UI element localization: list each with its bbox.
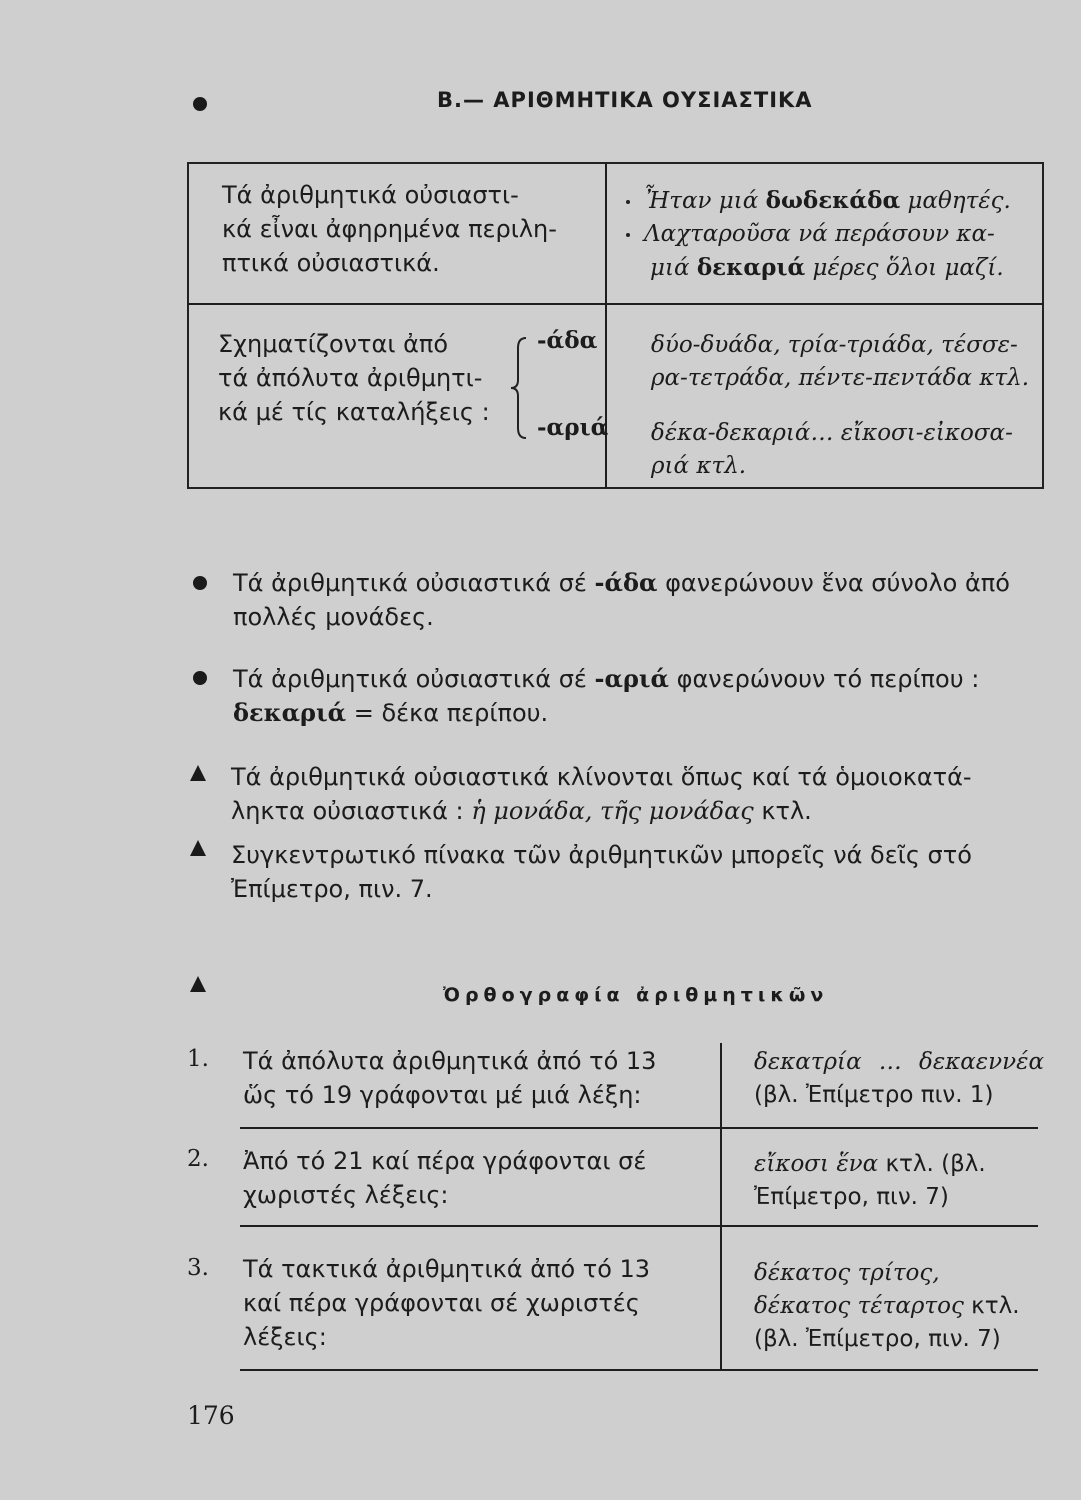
triangle-icon xyxy=(190,840,206,856)
triangle-icon xyxy=(190,976,206,992)
section-title: B.— ΑΡΙΘΜΗΤΙΚΑ ΟΥΣΙΑΣΤΙΚΑ xyxy=(437,88,813,112)
orthography-heading: Ὀρθογραφία ἀριθμητικῶν xyxy=(443,984,829,1006)
ortho-example: δεκατρία … δεκαεννέα (βλ. Ἐπίμετρο πιν. 1) xyxy=(754,1049,1044,1108)
ortho-example: δέκατος τρίτος, δέκατος τέταρτος κτλ. (βλ. Ἐπίμετρο, πιν. 7) xyxy=(754,1260,1020,1352)
note-summary-table: Συγκεντρωτικό πίνακα τῶν ἀριθμητικῶν μπορεῖς νά δεῖς στό Ἐπίμετρο, πιν. 7. xyxy=(231,841,972,903)
ortho-row-rule xyxy=(240,1369,1038,1371)
brace-icon xyxy=(506,336,530,440)
note-ada: Τά ἀριθμητικά οὐσιαστικά σέ -άδα φανερώνουν ἕνα σύνολο ἀπό πολλές μονάδες. xyxy=(233,568,1010,631)
ortho-column-divider xyxy=(720,1043,722,1371)
formation-examples: δύο-δυάδα, τρία-τριάδα, τέσσε- ρα-τετράδα, πέντε-πεντάδα κτλ. xyxy=(651,332,1030,391)
formation-examples-2: δέκα-δεκαριά… εἴκοσι-εἰκοσα- ριά κτλ. xyxy=(651,420,1013,479)
suffix-ada: -άδα xyxy=(537,327,598,354)
bullet-icon xyxy=(626,200,630,204)
note-declension: Τά ἀριθμητικά οὐσιαστικά κλίνονται ὅπως καί τά ὁμοιοκατά- ληκτα οὐσιαστικά : ἡ μονάδα, τῆς μονάδας κτλ. xyxy=(231,763,972,825)
page-number: 176 xyxy=(187,1401,235,1430)
ortho-rule-text: Τά ἀπόλυτα ἀριθμητικά ἀπό τό 13 ὥς τό 19 γράφονται μέ μιά λέξη: xyxy=(243,1047,657,1109)
ortho-rule-text: Ἀπό τό 21 καί πέρα γράφονται σέ χωριστές λέξεις: xyxy=(243,1147,647,1209)
ortho-row-rule xyxy=(240,1127,1038,1129)
definition-examples: Ἦταν μιά δωδεκάδα μαθητές. Λαχταροῦσα νά περάσουν κα- μιά δεκαριά μέρες ὅλοι μαζί. xyxy=(626,184,1011,285)
bullet-icon xyxy=(193,671,207,685)
bullet-icon xyxy=(193,576,207,590)
ortho-rule-text: Τά τακτικά ἀριθμητικά ἀπό τό 13 καί πέρα γράφονται σέ χωριστές λέξεις: xyxy=(243,1255,651,1351)
definition-text: Τά ἀριθμητικά οὐσιαστι- κά εἶναι ἀφηρημένα περιλη- πτικά οὐσιαστικά. xyxy=(222,181,557,277)
bullet-icon xyxy=(626,233,630,237)
suffix-aria: -αριά xyxy=(537,414,609,441)
row-number: 2. xyxy=(187,1146,209,1172)
formation-text: Σχηματίζονται ἀπό τά ἀπόλυτα ἀριθμητι- κά μέ τίς καταλήξεις : xyxy=(218,330,490,426)
note-aria: Τά ἀριθμητικά οὐσιαστικά σέ -αριά φανερώνουν τό περίπου : δεκαριά = δέκα περίπου. xyxy=(233,664,980,727)
ortho-example: εἴκοσι ἕνα κτλ. (βλ. Ἐπίμετρο, πιν. 7) xyxy=(754,1151,986,1210)
triangle-icon xyxy=(190,765,206,781)
bullet-icon xyxy=(193,97,207,111)
ortho-row-rule xyxy=(240,1225,1038,1227)
row-number: 1. xyxy=(187,1046,209,1072)
table-row-divider xyxy=(187,303,1044,305)
row-number: 3. xyxy=(187,1255,209,1281)
